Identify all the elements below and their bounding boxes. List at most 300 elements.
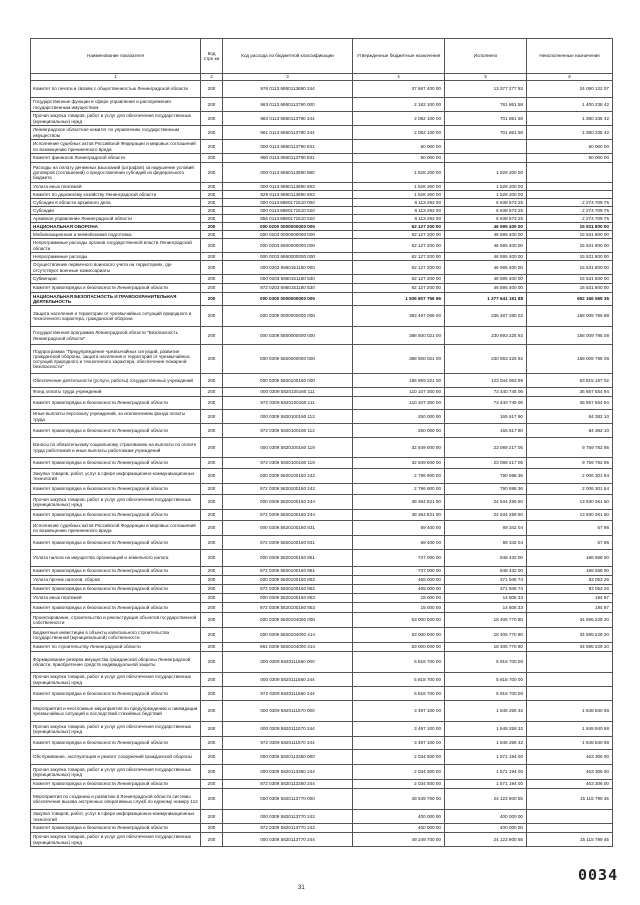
table-row (31, 284, 613, 293)
row-name: Мероприятия и неотложные мероприятия по предупреждению и ликвидации чрезвычайных ситуаций и последствий стихийных бедствий (31, 701, 201, 722)
row-executed (445, 154, 527, 163)
table-row (31, 231, 613, 239)
row-code: 200 (201, 765, 223, 780)
row-bk: 972 0309 5820100160 831 (223, 536, 353, 550)
row-name: НАЦИОНАЛЬНАЯ ОБОРОНА (31, 223, 201, 231)
row-bk: 980 0113 6860113790 831 (223, 154, 353, 163)
row-name: Уплата налога на имущество организаций и земельного налога (31, 550, 201, 567)
row-name: Прочая закупка товаров, работ и услуг для обеспечения государственных (муниципальных) нужд (31, 112, 201, 126)
table-row (31, 628, 613, 643)
table-row (31, 199, 613, 207)
row-name: Обслуживание, эксплуатация и ремонт сооружений гражданской обороны (31, 750, 201, 765)
row-name: Бюджетные инвестиции в объекты капитального строительства государственной (муниципальной) собственности (31, 628, 201, 643)
table-row (31, 521, 613, 536)
row-unexecuted: 50 000 00 (527, 140, 613, 154)
row-code: 200 (201, 484, 223, 495)
row-code: 200 (201, 789, 223, 810)
row-executed: 1 571 194 00 (445, 765, 527, 780)
row-approved: 186 859 221 00 (353, 374, 445, 388)
row-bk: 000 0309 5800000000 000 (223, 327, 353, 345)
row-approved: 62 127 200 00 (353, 284, 445, 293)
row-unexecuted: 13 830 361 50 (527, 495, 613, 510)
row-approved: 1 939 807 756 86 (353, 293, 445, 306)
row-executed: 18 405 770 80 (445, 628, 527, 643)
row-bk: 972 0309 5820100160 119 (223, 458, 353, 469)
table-row (31, 780, 613, 789)
row-approved: 1 528 200 00 (353, 183, 445, 191)
row-unexecuted: 34 595 229 20 (527, 628, 613, 643)
table-row (31, 722, 613, 737)
row-approved: 53 000 000 00 (353, 613, 445, 628)
row-unexecuted: 15 531 800 00 (527, 239, 613, 253)
row-code: 200 (201, 284, 223, 293)
table-row (31, 469, 613, 484)
row-unexecuted: 50 000 00 (527, 154, 613, 163)
row-code: 200 (201, 613, 223, 628)
row-name: Расходы на оплату денежных взысканий (штрафов) за нарушение условий договоров (соглашений) о предоставлении субсидий из федерального бюджета (31, 163, 201, 183)
row-bk: 000 0309 5820100160 851 (223, 550, 353, 567)
row-code: 200 (201, 126, 223, 140)
table-row (31, 701, 613, 722)
row-unexecuted: 463 306 00 (527, 765, 613, 780)
row-approved: 737 000 00 (353, 567, 445, 576)
row-executed: 5 818 700 00 (445, 687, 527, 701)
table-row (31, 495, 613, 510)
row-executed: 400 000 00 (445, 824, 527, 833)
row-bk: 856 0113 6860171510 520 (223, 215, 353, 223)
row-bk: 000 0309 5820104000 414 (223, 628, 353, 643)
row-executed: 165 617 90 (445, 424, 527, 438)
row-approved: 3 497 100 00 (353, 737, 445, 750)
row-name: Мероприятия по созданию и развитию в Ленинградской области системы обеспечения вызова экстренных оперативных служб по единому номеру 112 (31, 789, 201, 810)
row-code: 200 (201, 510, 223, 521)
row-unexecuted: 194 67 (527, 603, 613, 613)
row-executed: 400 000 00 (445, 810, 527, 824)
row-executed (445, 140, 527, 154)
table-row (31, 239, 613, 253)
row-code: 200 (201, 388, 223, 397)
row-approved: 62 127 200 00 (353, 253, 445, 261)
row-bk: 000 0113 6860171510 520 (223, 207, 353, 215)
row-unexecuted: 15 531 800 00 (527, 223, 613, 231)
row-executed: 46 595 400 00 (445, 261, 527, 275)
row-bk: 000 0309 5820000000 000 (223, 345, 353, 374)
row-executed: 165 617 90 (445, 410, 527, 424)
row-name: Комитет правопорядка и безопасности Ленинградской области (31, 284, 201, 293)
row-name: Комитет правопорядка и безопасности Ленинградской области (31, 510, 201, 521)
row-approved: 32 849 000 00 (353, 458, 445, 469)
table-row (31, 484, 613, 495)
row-code: 200 (201, 191, 223, 199)
table-body (31, 81, 613, 847)
row-executed: 23 089 217 05 (445, 438, 527, 458)
row-approved: 38 364 521 00 (353, 510, 445, 521)
row-approved: 2 082 100 00 (353, 112, 445, 126)
row-name: Взносы по обязательному социальному страхованию на выплаты по оплате труда работников и иные выплаты работникам учреждений (31, 438, 201, 458)
row-approved: 2 796 900 00 (353, 469, 445, 484)
row-executed: 1 528 200 00 (445, 163, 527, 183)
row-approved: 62 127 200 00 (353, 223, 445, 231)
row-name: Комитет по печати и связям с общественностью Ленинградской области (31, 81, 201, 98)
column-number: 1 (31, 74, 201, 81)
budget-execution-table (30, 38, 613, 847)
table-row (31, 275, 613, 284)
row-bk: 972 0309 5820111570 244 (223, 737, 353, 750)
row-code: 200 (201, 231, 223, 239)
row-bk: 972 0309 5820100160 112 (223, 424, 353, 438)
row-approved: 400 000 00 (353, 824, 445, 833)
row-unexecuted: 57 96 (527, 521, 613, 536)
row-code: 200 (201, 750, 223, 765)
column-number: 6 (527, 74, 613, 81)
row-approved: 2 034 500 00 (353, 750, 445, 765)
row-approved: 9 113 283 00 (353, 207, 445, 215)
row-unexecuted (527, 673, 613, 687)
row-executed: 1 648 259 32 (445, 737, 527, 750)
row-unexecuted: 15 531 800 00 (527, 261, 613, 275)
row-code: 200 (201, 293, 223, 306)
row-executed: 73 440 745 06 (445, 388, 527, 397)
row-code: 200 (201, 643, 223, 652)
table-row (31, 293, 613, 306)
table-row (31, 424, 613, 438)
row-executed: 701 861 58 (445, 126, 527, 140)
row-bk: 000 0309 5820100160 119 (223, 438, 353, 458)
row-unexecuted: 2 274 709 75 (527, 199, 613, 207)
row-name: Прочая закупка товаров, работ и услуг для обеспечения государственных (муниципальных) нужд (31, 495, 201, 510)
row-name: Закупка товаров, работ, услуг в сфере информационно-коммуникационных технологий (31, 810, 201, 824)
row-unexecuted: 24 090 122 07 (527, 81, 613, 98)
row-approved: 2 796 900 00 (353, 484, 445, 495)
row-bk: 972 0203 6860151180 530 (223, 284, 353, 293)
row-bk: 000 0309 0000000000 000 (223, 306, 353, 327)
row-bk: 983 0113 6860113790 244 (223, 112, 353, 126)
row-code: 200 (201, 397, 223, 410)
row-approved: 388 500 021 00 (353, 345, 445, 374)
row-executed: 371 946 74 (445, 576, 527, 585)
row-executed: 371 946 74 (445, 585, 527, 594)
row-bk: 972 0309 5820113350 244 (223, 780, 353, 789)
row-approved: 32 849 000 00 (353, 438, 445, 458)
table-row (31, 643, 613, 652)
row-code: 200 (201, 469, 223, 484)
row-name: Архивное управление Ленинградской области (31, 215, 201, 223)
row-code: 200 (201, 374, 223, 388)
row-bk: 000 0309 5820100160 244 (223, 495, 353, 510)
row-executed: 24 123 900 55 (445, 789, 527, 810)
row-bk: 000 0203 6860000000 000 (223, 253, 353, 261)
row-executed: 1 571 194 00 (445, 780, 527, 789)
row-bk: 961 0309 5820104000 414 (223, 643, 353, 652)
row-approved: 62 127 200 00 (353, 275, 445, 284)
row-bk: 981 0113 6860113790 244 (223, 126, 353, 140)
row-unexecuted: 2 006 301 64 (527, 469, 613, 484)
row-unexecuted: 158 009 795 08 (527, 345, 613, 374)
table-row (31, 215, 613, 223)
row-unexecuted: 36 667 554 94 (527, 397, 613, 410)
table-row (31, 163, 613, 183)
row-executed: 46 595 400 00 (445, 231, 527, 239)
row-name: Комитет правопорядка и безопасности Ленинградской области (31, 585, 201, 594)
header-approved: Утвержденные бюджетные назначения (353, 39, 445, 74)
table-row (31, 223, 613, 231)
table-row (31, 306, 613, 327)
table-row (31, 673, 613, 687)
table-row (31, 824, 613, 833)
row-bk: 000 0203 0000000000 000 (223, 231, 353, 239)
row-name: Непрограммные расходы органов государственной власти Ленинградской области (31, 239, 201, 253)
row-code: 200 (201, 824, 223, 833)
table-row (31, 750, 613, 765)
row-code: 200 (201, 261, 223, 275)
row-approved: 49 249 700 00 (353, 833, 445, 847)
row-code: 200 (201, 603, 223, 613)
row-name: Мобилизационная и вневойсковая подготовка (31, 231, 201, 239)
row-executed: 14 805 33 (445, 594, 527, 603)
row-bk: 000 0309 5820104000 000 (223, 613, 353, 628)
table-row (31, 737, 613, 750)
row-bk: 972 0309 5820100160 852 (223, 585, 353, 594)
row-executed: 123 044 063 98 (445, 374, 527, 388)
row-unexecuted (527, 824, 613, 833)
row-bk: 972 0309 5820100160 853 (223, 603, 353, 613)
row-name: Комитет правопорядка и безопасности Ленинградской области (31, 397, 201, 410)
row-executed: 548 432 00 (445, 550, 527, 567)
row-bk: 000 0203 6860151180 530 (223, 275, 353, 284)
row-unexecuted: 15 115 799 45 (527, 789, 613, 810)
row-bk: 000 0309 5820100160 242 (223, 469, 353, 484)
row-name: Государственные функции в сфере управления и распоряжения государственным имуществом (31, 98, 201, 112)
row-approved: 2 034 500 00 (353, 765, 445, 780)
table-row (31, 345, 613, 374)
row-unexecuted: 662 166 565 35 (527, 293, 613, 306)
row-code: 200 (201, 458, 223, 469)
row-code: 200 (201, 521, 223, 536)
row-approved: 388 500 021 00 (353, 327, 445, 345)
row-executed: 18 405 770 80 (445, 613, 527, 628)
row-approved: 69 400 00 (353, 521, 445, 536)
archive-stamp: 0034 (578, 866, 619, 884)
row-executed: 781 861 58 (445, 98, 527, 112)
row-code: 200 (201, 207, 223, 215)
row-executed: 1 571 194 00 (445, 750, 527, 765)
row-name: Комитет правопорядка и безопасности Ленинградской области (31, 458, 201, 469)
table-row (31, 374, 613, 388)
row-name: Проектирование, строительство и реконструкция объектов государственной собственности (31, 613, 201, 628)
row-executed: 1 277 641 191 88 (445, 293, 527, 306)
table-row (31, 126, 613, 140)
row-unexecuted: 34 595 229 20 (527, 613, 613, 628)
row-name: Прочая закупка товаров, работ и услуг для обеспечения государственных (муниципальных) нужд (31, 765, 201, 780)
table-row (31, 810, 613, 824)
header-unexecuted: Неисполненные назначения (527, 39, 613, 74)
row-bk: 000 0309 5820111570 000 (223, 701, 353, 722)
column-number: 5 (445, 74, 527, 81)
row-code: 200 (201, 652, 223, 673)
row-code: 200 (201, 410, 223, 424)
row-approved: 400 000 00 (353, 810, 445, 824)
row-name: Уплата иных платежей (31, 183, 201, 191)
table-row (31, 112, 613, 126)
row-unexecuted: 15 531 800 00 (527, 253, 613, 261)
row-executed: 24 123 900 55 (445, 833, 527, 847)
row-code: 200 (201, 154, 223, 163)
row-unexecuted: 15 115 799 45 (527, 833, 613, 847)
row-bk: 972 0309 5820100160 851 (223, 567, 353, 576)
row-name: Исполнение судебных актов Российской Федерации и мировых соглашений по возмещению причиненного вреда (31, 521, 201, 536)
row-code: 200 (201, 112, 223, 126)
row-bk: 000 0309 5820113350 244 (223, 765, 353, 780)
table-row (31, 183, 613, 191)
row-name: Комитет правопорядка и безопасности Ленинградской области (31, 780, 201, 789)
row-executed: 46 595 400 00 (445, 284, 527, 293)
row-unexecuted: 1 848 840 68 (527, 701, 613, 722)
row-name: Прочая закупка товаров, работ и услуг для обеспечения государственных (муниципальных) нужд (31, 673, 201, 687)
row-executed: 24 534 259 50 (445, 495, 527, 510)
row-unexecuted: 158 009 795 08 (527, 327, 613, 345)
row-executed: 230 693 225 92 (445, 345, 527, 374)
row-executed: 46 595 400 00 (445, 239, 527, 253)
row-unexecuted: 463 306 00 (527, 780, 613, 789)
row-bk: 000 0309 5820100160 000 (223, 374, 353, 388)
row-executed: 69 342 04 (445, 521, 527, 536)
row-approved: 49 649 700 00 (353, 789, 445, 810)
row-executed: 790 598 36 (445, 469, 527, 484)
row-approved: 737 000 00 (353, 550, 445, 567)
row-code: 200 (201, 495, 223, 510)
row-code: 200 (201, 239, 223, 253)
row-name: Комитет правопорядка и безопасности Ленинградской области (31, 567, 201, 576)
row-bk: 000 0309 5820111560 244 (223, 673, 353, 687)
row-executed: 23 089 217 05 (445, 458, 527, 469)
row-bk: 929 0113 6860113690 853 (223, 191, 353, 199)
row-unexecuted (527, 163, 613, 183)
row-name: Уплата прочих налогов, сборов (31, 576, 201, 585)
row-bk: 972 0309 5820100160 111 (223, 397, 353, 410)
row-executed: 1 528 200 00 (445, 183, 527, 191)
row-unexecuted (527, 687, 613, 701)
row-approved: 62 127 200 00 (353, 261, 445, 275)
row-name: Ленинградское областное комитет по управлению государственным имуществом (31, 126, 201, 140)
row-executed: 24 534 259 50 (445, 510, 527, 521)
row-bk: 000 0203 6860151180 000 (223, 261, 353, 275)
row-bk: 000 0203 6800000000 000 (223, 239, 353, 253)
column-number-row (31, 74, 613, 81)
row-bk: 972 0309 5820100160 242 (223, 484, 353, 495)
row-name: Комитет правопорядка и безопасности Ленинградской области (31, 737, 201, 750)
row-executed: 5 818 700 00 (445, 673, 527, 687)
row-code: 200 (201, 183, 223, 191)
row-unexecuted: 194 67 (527, 594, 613, 603)
row-bk: 000 0300 0000000000 000 (223, 293, 353, 306)
row-bk: 000 0309 5820111560 000 (223, 652, 353, 673)
row-code: 200 (201, 327, 223, 345)
row-code: 200 (201, 306, 223, 327)
row-approved: 38 364 521 00 (353, 495, 445, 510)
row-name: Комитет правопорядка и безопасности Ленинградской области (31, 687, 201, 701)
table-row (31, 510, 613, 521)
row-unexecuted (527, 191, 613, 199)
row-code: 200 (201, 576, 223, 585)
row-name: Иные выплаты персоналу учреждений, за исключением фонда оплаты труда (31, 410, 201, 424)
row-name: НАЦИОНАЛЬНАЯ БЕЗОПАСНОСТЬ И ПРАВООХРАНИТЕЛЬНАЯ ДЕЯТЕЛЬНОСТЬ (31, 293, 201, 306)
row-bk: 000 0309 5820100160 831 (223, 521, 353, 536)
header-bk: Код расхода по бюджетной классификации (223, 39, 353, 74)
row-bk: 972 0309 5820113770 242 (223, 824, 353, 833)
row-name: Комитет правопорядка и безопасности Ленинградской области (31, 824, 201, 833)
row-executed: 790 598 36 (445, 484, 527, 495)
row-unexecuted: 15 531 800 00 (527, 275, 613, 284)
row-executed: 14 805 33 (445, 603, 527, 613)
row-code: 200 (201, 163, 223, 183)
row-name: Защита населения и территории от чрезвычайных ситуаций природного и техногенного характера, гражданская оборона (31, 306, 201, 327)
row-unexecuted: 63 815 157 02 (527, 374, 613, 388)
row-unexecuted: 93 053 26 (527, 585, 613, 594)
row-bk: 000 0113 6860113690 853 (223, 183, 353, 191)
row-name: Комитет по дорожному хозяйству Ленинградской области (31, 191, 201, 199)
row-code: 200 (201, 275, 223, 284)
row-unexecuted: 188 568 00 (527, 567, 613, 576)
row-name: Субсидии (31, 207, 201, 215)
row-executed: 46 595 400 00 (445, 253, 527, 261)
row-unexecuted: 9 759 782 95 (527, 458, 613, 469)
row-executed: 230 693 225 92 (445, 327, 527, 345)
row-bk: 000 0309 5820100160 112 (223, 410, 353, 424)
table-row (31, 397, 613, 410)
row-executed: 1 648 259 32 (445, 701, 527, 722)
row-unexecuted: 2 274 709 75 (527, 215, 613, 223)
row-bk: 976 0113 6860113690 244 (223, 81, 353, 98)
row-code: 200 (201, 628, 223, 643)
row-code: 200 (201, 536, 223, 550)
row-code: 200 (201, 438, 223, 458)
row-unexecuted: 1 380 238 42 (527, 112, 613, 126)
row-name: Комитет правопорядка и безопасности Ленинградской области (31, 536, 201, 550)
row-name: Формирование резерва имущества гражданской обороны Ленинградской области, приобретение средств индивидуальной защиты (31, 652, 201, 673)
row-approved: 5 818 700 00 (353, 687, 445, 701)
row-name: Осуществление первичного воинского учета на территориях, где отсутствуют военные комиссариаты (31, 261, 201, 275)
row-approved: 9 113 283 00 (353, 215, 445, 223)
row-name: Субвенции (31, 275, 201, 284)
row-name: Государственная программа Ленинградской области "Безопасность Ленинградской области" (31, 327, 201, 345)
row-approved: 1 528 200 00 (353, 191, 445, 199)
row-approved: 1 528 200 00 (353, 163, 445, 183)
row-approved: 3 497 100 00 (353, 722, 445, 737)
row-code: 200 (201, 833, 223, 847)
row-unexecuted: 188 568 00 (527, 550, 613, 567)
page-number: 31 (298, 885, 305, 891)
row-approved: 37 667 400 00 (353, 81, 445, 98)
row-bk: 000 0309 5820111570 244 (223, 722, 353, 737)
row-bk: 000 0309 5820113350 000 (223, 750, 353, 765)
row-bk: 000 0200 0000000000 000 (223, 223, 353, 231)
row-approved: 53 000 000 00 (353, 628, 445, 643)
row-code: 200 (201, 673, 223, 687)
table-row (31, 687, 613, 701)
row-name: Непрограммные расходы (31, 253, 201, 261)
row-unexecuted (527, 183, 613, 191)
row-unexecuted (527, 652, 613, 673)
row-code: 200 (201, 199, 223, 207)
row-approved: 110 107 300 00 (353, 388, 445, 397)
row-unexecuted: 84 382 10 (527, 424, 613, 438)
row-name: Комитет правопорядка и безопасности Ленинградской области (31, 484, 201, 495)
row-bk: 000 0309 5820100160 111 (223, 388, 353, 397)
row-name: Подпрограмма "Предупреждение чрезвычайных ситуаций, развитие гражданской обороны, защита населения и территорий от чрезвычайных ситуаций природного и техногенного характера, обеспечение пожарной безопасности" (31, 345, 201, 374)
row-approved: 15 000 00 (353, 594, 445, 603)
row-approved: 465 000 00 (353, 585, 445, 594)
row-bk: 972 0309 5820111560 244 (223, 687, 353, 701)
